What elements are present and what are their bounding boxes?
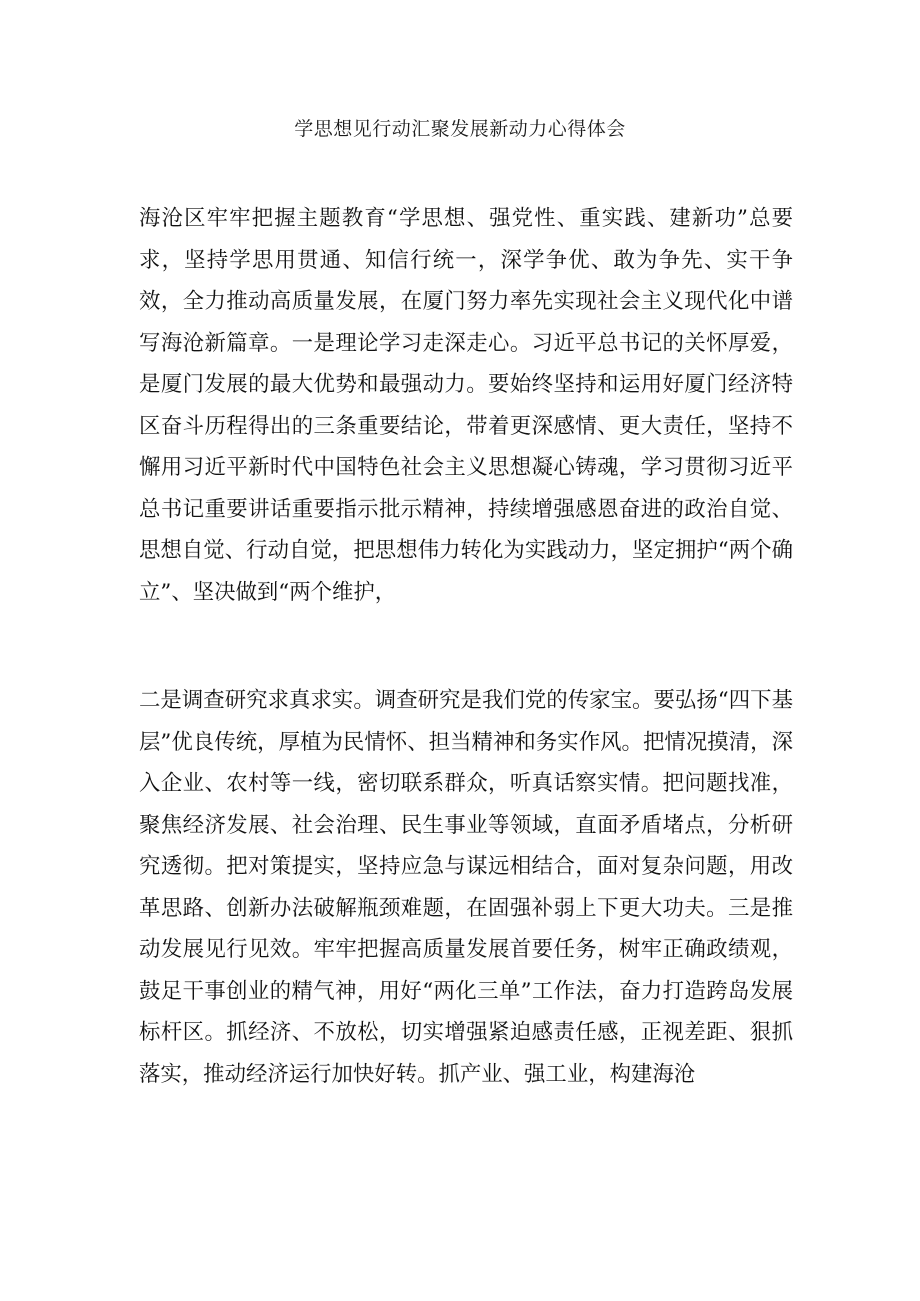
- paragraph-1: 海沧区牢牢把握主题教育“学思想、强党性、重实践、建新功”总要求，坚持学思用贯通、知信行统一，深学争优、敢为争先、实干争效，全力推动高质量发展，在厦门努力率先实现社会主义现代化中谱写海沧新篇章。一是理论学习走深走心。习近平总书记的关怀厚爱，是厦门发展的最大优势和最强动力。要始终坚持和运用好厦门经济特区奋斗历程得出的三条重要结论，带着更深感情、更大责任，坚持不懈用习近平新时代中国特色社会主义思想凝心铸魂，学习贯彻习近平总书记重要讲话重要指示批示精神，持续增强感恩奋进的政治自觉、思想自觉、行动自觉，把思想伟力转化为实践动力，坚定拥护“两个确立”、坚决做到“两个维护，: [139, 206, 793, 605]
- paragraph-2: 二是调查研究求真求实。调查研究是我们党的传家宝。要弘扬“四下基层”优良传统，厚植为民情怀、担当精神和务实作风。把情况摸清，深入企业、农村等一线，密切联系群众，听真话察实情。把问题找准，聚焦经济发展、社会治理、民生事业等领域，直面矛盾堵点，分析研究透彻。把对策提实，坚持应急与谋远相结合，面对复杂问题，用改革思路、创新办法破解瓶颈难题，在固强补弱上下更大功夫。三是推动发展见行见效。牢牢把握高质量发展首要任务，树牢正确政绩观，鼓足干事创业的精气神，用好“两化三单”工作法，奋力打造跨岛发展标杆区。抓经济、不放松，切实增强紧迫感责任感，正视差距、狠抓落实，推动经济运行加快好转。抓产业、强工业，构建海沧: [139, 688, 793, 1087]
- document-title: 学思想见行动汇聚发展新动力心得体会: [294, 118, 626, 140]
